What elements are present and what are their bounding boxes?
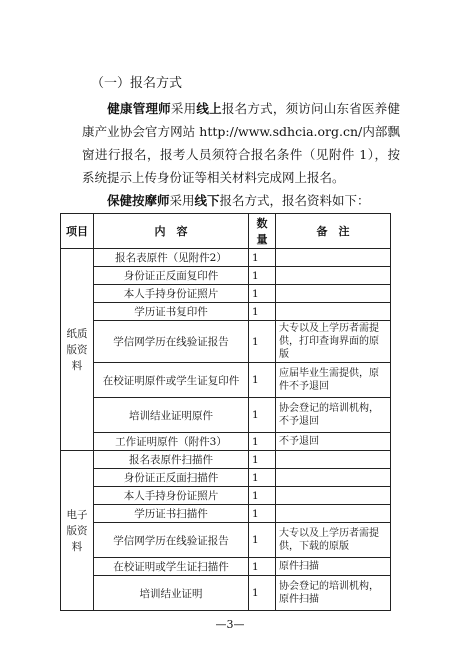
item-cell: 培训结业证明原件 [94, 398, 249, 433]
quantity-cell: 1 [249, 303, 276, 321]
role-massage-therapist: 保健按摩师 [107, 193, 170, 208]
table-row [61, 285, 391, 303]
table-row [61, 505, 391, 523]
text-fragment: 采用 [170, 101, 197, 116]
remarks-cell [276, 505, 391, 523]
remarks-cell [276, 249, 391, 267]
paragraph-online-registration [82, 97, 400, 189]
remarks-cell: 协会登记的培训机构，原件扫描 [276, 576, 391, 611]
quantity-cell: 1 [249, 505, 276, 523]
page-number: —3— [215, 618, 245, 631]
remarks-cell [276, 303, 391, 321]
quantity-cell: 1 [249, 576, 276, 611]
role-health-manager: 健康管理师 [107, 101, 171, 116]
quantity-cell: 1 [249, 451, 276, 469]
item-cell: 学历证书复印件 [94, 303, 249, 321]
table-row [61, 303, 391, 321]
item-cell: 学信网学历在线验证报告 [94, 321, 249, 363]
table-row [61, 487, 391, 505]
remarks-cell [276, 451, 391, 469]
text-fragment: 报名方式，须访问山东省医养健康产业协会官方网站 http://www.sdhcia.org.cn/内部飘窗进行报名，报考人员须符合报名条件（见附件 1），按系统提示上传身份证等相关材料完成网上报名。 [82, 101, 400, 185]
header-item: 项目 [61, 214, 94, 249]
quantity-cell: 1 [249, 523, 276, 558]
remarks-cell: 大专以及上学历者需提供，下载的原版 [276, 523, 391, 558]
quantity-cell: 1 [249, 433, 276, 451]
table-row [61, 398, 391, 433]
text-fragment: 报名方式，报名资料如下： [219, 193, 370, 208]
table-row [61, 321, 391, 363]
remarks-cell [276, 469, 391, 487]
remarks-cell: 协会登记的培训机构，不予退回 [276, 398, 391, 433]
header-content: 内 容 [94, 214, 249, 249]
header-remarks: 备 注 [276, 214, 391, 249]
quantity-cell: 1 [249, 321, 276, 363]
paragraph-offline-registration [82, 189, 400, 212]
table-row [61, 523, 391, 558]
table-row [61, 558, 391, 576]
table-row [61, 576, 391, 611]
remarks-cell: 原件扫描 [276, 558, 391, 576]
item-cell: 本人手持身份证照片 [94, 487, 249, 505]
category-cell: 纸质 版资 料 [61, 249, 94, 451]
item-cell: 学信网学历在线验证报告 [94, 523, 249, 558]
quantity-cell: 1 [249, 249, 276, 267]
table-row [61, 363, 391, 398]
remarks-cell: 不予退回 [276, 433, 391, 451]
item-cell: 学历证书扫描件 [94, 505, 249, 523]
item-cell: 身份证正反面扫描件 [94, 469, 249, 487]
item-cell: 报名表原件扫描件 [94, 451, 249, 469]
method-offline: 线下 [194, 193, 220, 208]
table-row [61, 469, 391, 487]
quantity-cell: 1 [249, 398, 276, 433]
remarks-cell [276, 487, 391, 505]
quantity-cell: 1 [249, 558, 276, 576]
table-row [61, 249, 391, 267]
item-cell: 报名表原件（见附件2） [94, 249, 249, 267]
quantity-cell: 1 [249, 487, 276, 505]
item-cell: 在校证明原件或学生证复印件 [94, 363, 249, 398]
header-quantity: 数量 [249, 214, 276, 249]
remarks-cell: 大专以及上学历者需提供，打印查询界面的原版 [276, 321, 391, 363]
item-cell: 本人手持身份证照片 [94, 285, 249, 303]
materials-table [60, 213, 391, 611]
quantity-cell: 1 [249, 267, 276, 285]
quantity-cell: 1 [249, 469, 276, 487]
category-cell: 电子 版资 料 [61, 451, 94, 611]
method-online: 线上 [196, 101, 222, 116]
table-body [61, 249, 391, 611]
item-cell: 培训结业证明 [94, 576, 249, 611]
table-row [61, 451, 391, 469]
table-header-row [61, 214, 391, 249]
section-heading: （一）报名方式 [91, 76, 183, 91]
table-row [61, 267, 391, 285]
item-cell: 工作证明原件（附件3） [94, 433, 249, 451]
quantity-cell: 1 [249, 285, 276, 303]
remarks-cell: 应届毕业生需提供，原件不予退回 [276, 363, 391, 398]
remarks-cell [276, 285, 391, 303]
table-row [61, 433, 391, 451]
remarks-cell [276, 267, 391, 285]
item-cell: 在校证明或学生证扫描件 [94, 558, 249, 576]
item-cell: 身份证正反面复印件 [94, 267, 249, 285]
text-fragment: 采用 [169, 193, 195, 208]
quantity-cell: 1 [249, 363, 276, 398]
